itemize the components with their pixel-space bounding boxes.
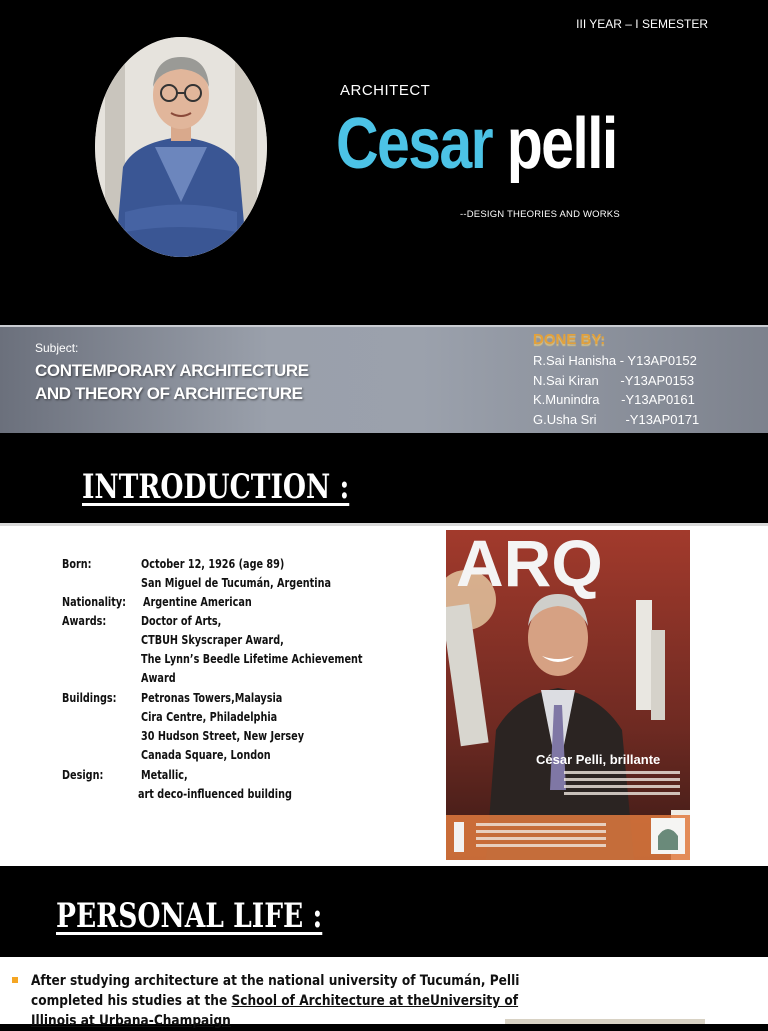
- awards-value: Award: [141, 670, 176, 685]
- awards-value: CTBUH Skyscraper Award,: [141, 632, 284, 647]
- personal-life-section: [0, 957, 768, 1029]
- subject-label: Subject:: [35, 341, 79, 355]
- design-label: Design:: [62, 767, 104, 782]
- buildings-value: Petronas Towers,Malaysia: [141, 690, 283, 705]
- text-line: [31, 1011, 426, 1031]
- university-link: School of Architecture at theUniversity of: [231, 993, 519, 1009]
- architect-portrait: [95, 37, 267, 257]
- personal-life-header: [0, 866, 768, 957]
- course-title: [35, 359, 309, 405]
- architect-label: ARCHITECT: [340, 82, 431, 99]
- personal-life-text: [31, 971, 520, 1031]
- bullet-icon: [12, 977, 18, 983]
- done-by-label: DONE BY:: [533, 331, 606, 348]
- born-label: Born:: [62, 556, 92, 571]
- nationality-label: Nationality:: [62, 594, 127, 609]
- awards-value: The Lynn’s Beedle Lifetime Achievement: [141, 651, 363, 666]
- slide-subtitle: --DESIGN THEORIES AND WORKS: [460, 209, 620, 220]
- text-plain: completed his studies at the: [31, 993, 232, 1009]
- awards-label: Awards:: [62, 613, 107, 628]
- magazine-cover-image: [446, 530, 690, 860]
- title-slide: [0, 0, 768, 323]
- name-last: pelli: [506, 104, 617, 184]
- magazine-headline: César Pelli, brillante: [536, 752, 661, 767]
- awards-value: Doctor of Arts,: [141, 613, 222, 628]
- design-value: Metallic,: [141, 767, 188, 782]
- university-link-cont: Illinois at Urbana-Champaign: [31, 1013, 231, 1029]
- magazine-masthead: ARQ: [456, 530, 603, 600]
- buildings-value: Canada Square, London: [141, 747, 271, 762]
- member-item: G.Usha Sri -Y13AP0171: [533, 411, 700, 427]
- course-line-1: CONTEMPORARY ARCHITECTURE: [35, 361, 309, 380]
- introduction-header: [0, 433, 768, 526]
- members-list: [533, 351, 699, 429]
- magazine-cover: [446, 530, 690, 860]
- semester-label: III YEAR – I SEMESTER: [576, 17, 708, 31]
- text-line: [31, 991, 519, 1011]
- personal-life-image: [505, 1019, 705, 1024]
- personal-life-heading: PERSONAL LIFE :: [56, 896, 323, 936]
- text-line: After studying architecture at the national university of Tucumán, Pelli: [31, 973, 520, 989]
- nationality-value: Argentine American: [143, 594, 252, 609]
- buildings-value: 30 Hudson Street, New Jersey: [141, 728, 305, 743]
- member-item: R.Sai Hanisha - Y13AP0152: [533, 353, 697, 368]
- buildings-label: Buildings:: [62, 690, 117, 705]
- member-item: K.Munindra -Y13AP0161: [533, 392, 695, 407]
- born-value: October 12, 1926 (age 89): [141, 556, 285, 571]
- introduction-section: [0, 526, 768, 866]
- buildings-value: Cira Centre, Philadelphia: [141, 709, 278, 724]
- architect-name-title: [336, 104, 617, 184]
- born-value: San Miguel de Tucumán, Argentina: [141, 575, 332, 590]
- name-first: Cesar: [336, 104, 492, 184]
- portrait-image: [95, 37, 267, 257]
- design-value: art deco-influenced building: [138, 786, 292, 801]
- member-item: N.Sai Kiran -Y13AP0153: [533, 372, 695, 388]
- subject-band: [0, 325, 768, 435]
- course-line-2: AND THEORY OF ARCHITECTURE: [35, 384, 303, 403]
- introduction-heading: INTRODUCTION :: [82, 467, 350, 507]
